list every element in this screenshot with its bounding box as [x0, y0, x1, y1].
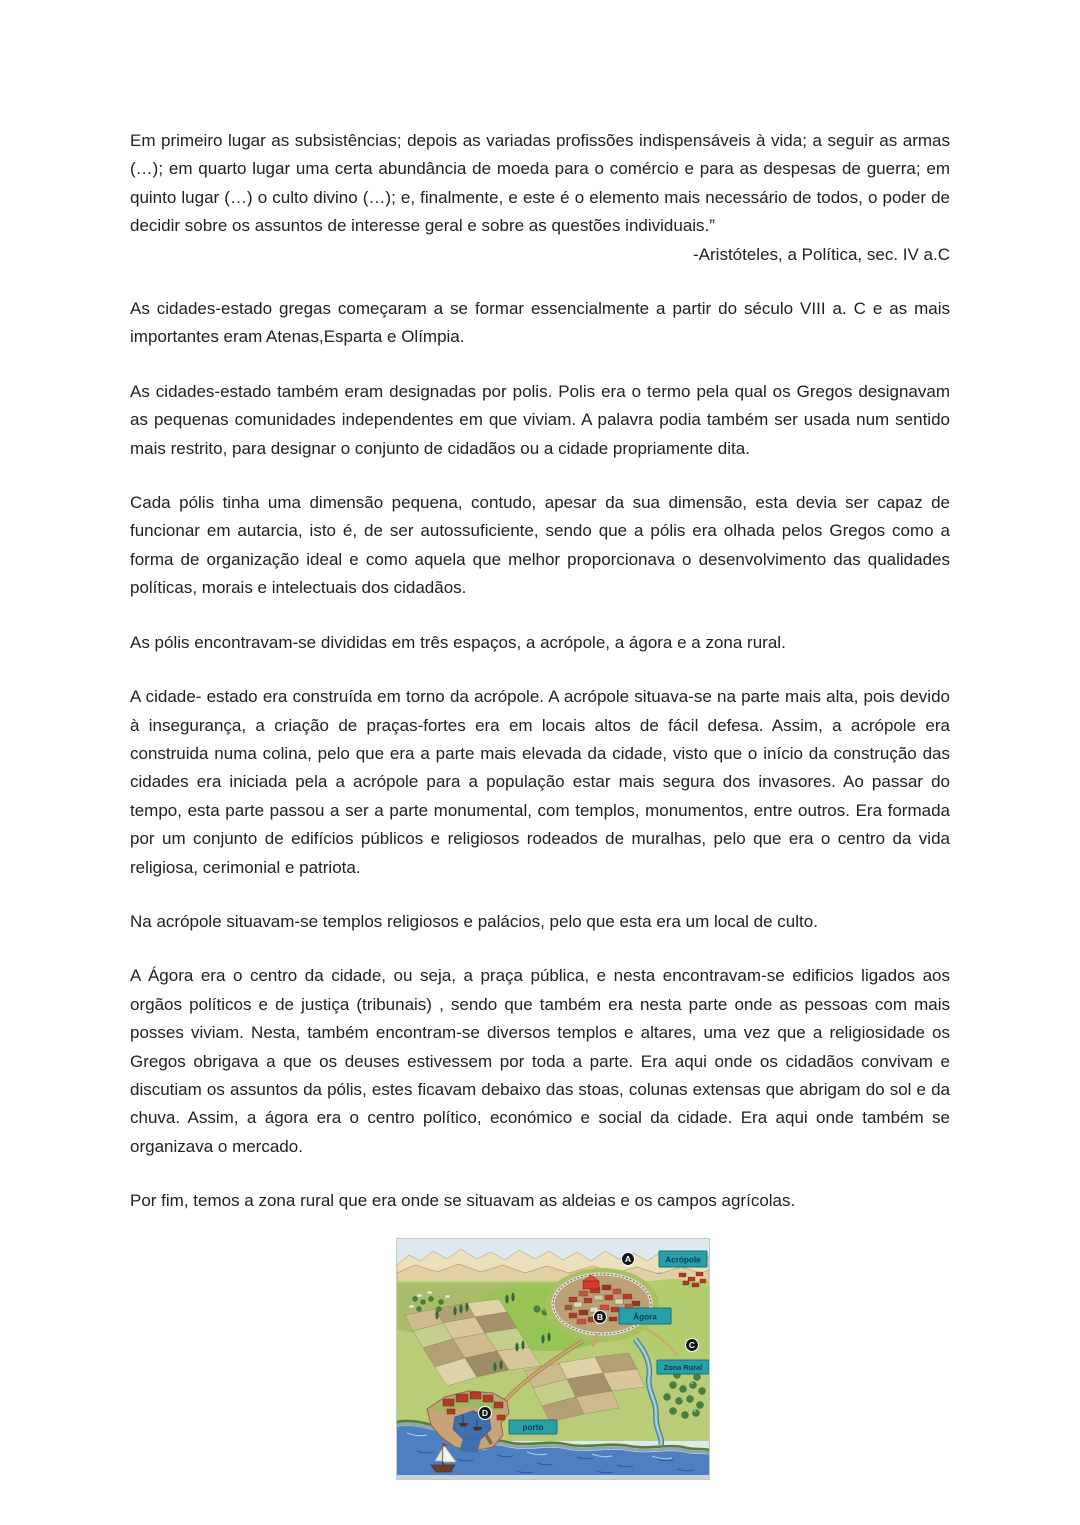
- zona-rural-label: Zona Rural: [663, 1362, 703, 1372]
- quote-paragraph: Em primeiro lugar as subsistências; depois as variadas profissões indispensáveis à vida; a seguir as armas (…); em quarto lugar uma certa abundância de moeda para o comércio e para as despesas de guerra; em quinto lugar (…) o culto divino (…); e, finalmente, e este é o elemento mais necessário de todos, o poder de decidir sobre os assuntos de interesse geral e sobre as questões individuais.”: [130, 131, 950, 236]
- porto-label: porto: [522, 1422, 544, 1432]
- paragraph-acropole-culto: Na acrópole situavam-se templos religiosos e palácios, pelo que esta era um local de culto.: [130, 911, 818, 931]
- paragraph-tres-espacos: As pólis encontravam-se divididas em três espaços, a acrópole, a ágora e a zona rural.: [130, 632, 786, 652]
- figure-container: [130, 1238, 950, 1480]
- marker-b-letter: B: [596, 1311, 604, 1322]
- marker-d-letter: D: [481, 1407, 489, 1418]
- polis-illustration: [397, 1239, 709, 1479]
- paragraph-acropole: A cidade- estado era construída em torno da acrópole. A acrópole situava-se na parte mais alta, pois devido à insegurança, a criação de praças-fortes era em locais altos de fácil defesa. Assim, a acrópole era construida numa colina, pelo que era a parte mais elevada da cidade, visto que o início da construção das cidades era iniciada pela a acrópole para a população estar mais segura dos invasores. Ao passar do tempo, esta parte passou a ser a parte monumental, com templos, monumentos, entre outros. Era formada por um conjunto de edifícios públicos e religiosos rodeados de muralhas, pelo que era o centro da vida religiosa, cerimonial e patriota.: [130, 687, 950, 877]
- polis-map-figure: [396, 1238, 710, 1480]
- paragraph-agora: A Ágora era o centro da cidade, ou seja, a praça pública, e nesta encontravam-se edificios ligados aos orgãos políticos e de justiça (tribunais) , sendo que também era nesta parte onde as pessoas com mais posses viviam. Nesta, também encontram-se diversos templos e altares, uma vez que a religiosidade os Gregos obrigava a que os deuses estivessem por toda a parte. Era aqui onde os cidadãos convivam e discutiam os assuntos da pólis, estes ficavam debaixo das stoas, colunas extensas que abrigam do sol e da chuva. Assim, a ágora era o centro político, económico e social da cidade. Era aqui onde também se organizava o mercado.: [130, 966, 950, 1156]
- marker-c-letter: C: [688, 1339, 696, 1350]
- paragraph-cidades-estado-origem: As cidades-estado gregas começaram a se formar essencialmente a partir do século VIII a. C e as mais importantes eram Atenas,Esparta e Olímpia.: [130, 299, 950, 347]
- paragraph-polis-definicao: As cidades-estado também eram designadas por polis. Polis era o termo pela qual os Gregos designavam as pequenas comunidades independentes em que viviam. A palavra podia também ser usada num sentido mais restrito, para designar o conjunto de cidadãos ou a cidade propriamente dita.: [130, 381, 950, 458]
- quote-attribution: -Aristóteles, a Política, sec. IV a.C: [693, 244, 950, 264]
- marker-a-letter: A: [624, 1253, 632, 1264]
- paragraph-polis-dimensao: Cada pólis tinha uma dimensão pequena, contudo, apesar da sua dimensão, esta devia ser capaz de funcionar em autarcia, isto é, de ser autossuficiente, sendo que a pólis era olhada pelos Gregos como a forma de organização ideal e como aquela que melhor proporcionava o desenvolvimento das qualidades políticas, morais e intelectuais dos cidadãos.: [130, 493, 950, 598]
- acropole-label: Acrópole: [665, 1255, 701, 1265]
- agora-label: Ágora: [633, 1312, 657, 1322]
- paragraph-zona-rural: Por fim, temos a zona rural que era onde se situavam as aldeias e os campos agrícolas.: [130, 1191, 796, 1211]
